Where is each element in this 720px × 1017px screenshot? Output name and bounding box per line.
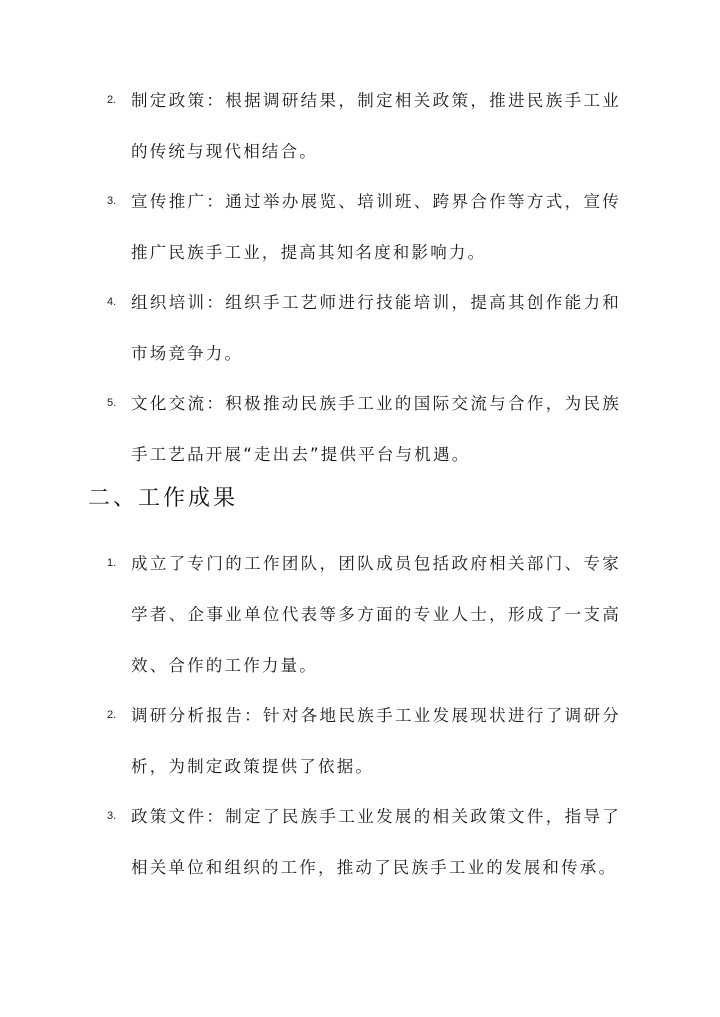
list-item [0,378,720,480]
list-item-number: 2. [107,709,117,721]
list-item-number: 5. [107,397,117,409]
list-item-text: 政策文件：制定了民族手工业发展的相关政策文件，指导了相关单位和组织的工作，推动了民族手工业的发展和传承。 [131,807,621,877]
list-item-text: 成立了专门的工作团队，团队成员包括政府相关部门、专家学者、企事业单位代表等多方面的专业人士，形成了一支高效、合作的工作力量。 [131,554,621,675]
results-list [0,538,720,893]
list-item-number: 2. [107,94,117,106]
list-item [0,538,720,691]
list-item [0,176,720,278]
list-item [0,75,720,177]
list-item-text: 调研分析报告：针对各地民族手工业发展现状进行了调研分析，为制定政策提供了依据。 [131,706,621,776]
list-item-text: 制定政策：根据调研结果，制定相关政策，推进民族手工业的传统与现代相结合。 [131,91,621,161]
list-item-text: 文化交流：积极推动民族手工业的国际交流与合作，为民族手工艺品开展“走出去”提供平台与机遇。 [131,394,621,464]
list-item-number: 3. [107,195,117,207]
list-item-number: 4. [107,296,117,308]
list-item-text: 宣传推广：通过举办展览、培训班、跨界合作等方式，宣传推广民族手工业，提高其知名度和影响力。 [131,192,621,262]
list-item [0,277,720,379]
list-item [0,791,720,893]
list-item-text: 组织培训：组织手工艺师进行技能培训，提高其创作能力和市场竞争力。 [131,293,621,363]
list-item-number: 3. [107,810,117,822]
list-item [0,690,720,792]
list-item-number: 1. [107,557,117,569]
section-heading: 二、工作成果 [88,486,239,511]
measures-list [0,75,720,480]
